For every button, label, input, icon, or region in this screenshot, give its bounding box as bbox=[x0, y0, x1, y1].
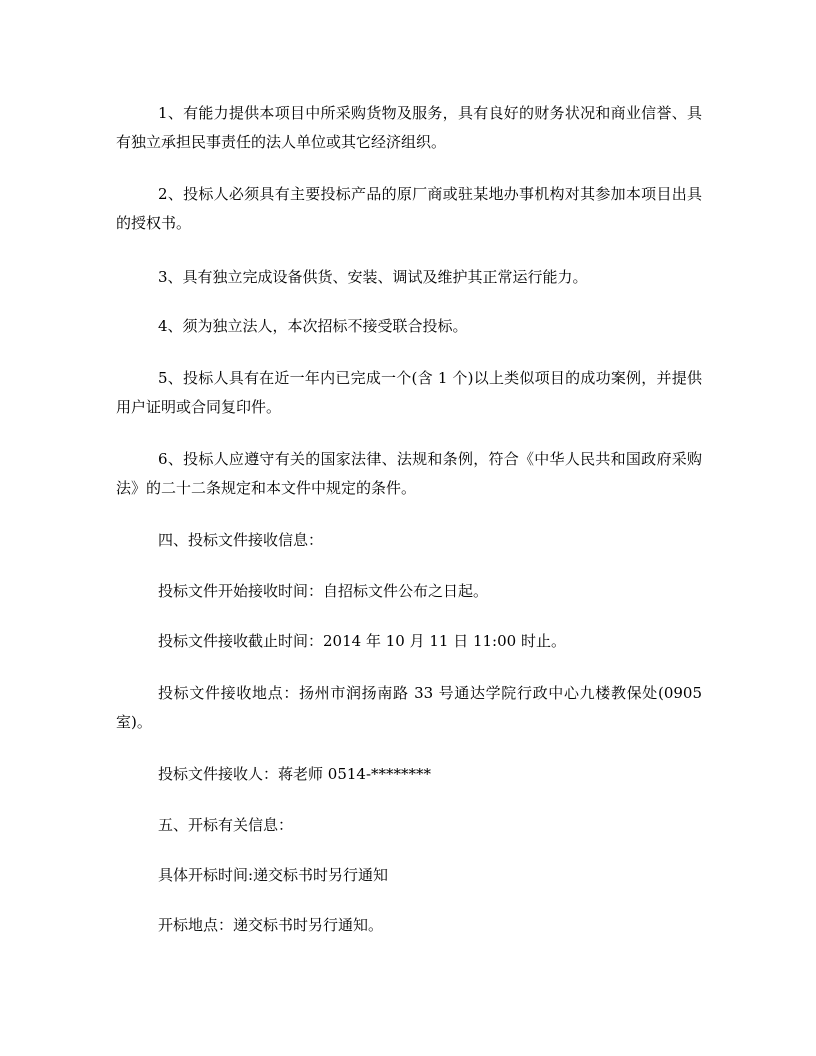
submission-location: 投标文件接收地点：扬州市润扬南路 33 号通达学院行政中心九楼教保处(0905 室)。 bbox=[116, 684, 702, 731]
requirement-3: 3、具有独立完成设备供货、安装、调试及维护其正常运行能力。 bbox=[158, 268, 588, 286]
submission-contact: 投标文件接收人：蒋老师 0514-******** bbox=[158, 765, 432, 783]
requirement-1: 1、有能力提供本项目中所采购货物及服务，具有良好的财务状况和商业信誉、具有独立承担民事责任的法人单位或其它经济组织。 bbox=[116, 104, 702, 151]
requirement-6: 6、投标人应遵守有关的国家法律、法规和条例，符合《中华人民共和国政府采购法》的二十二条规定和本文件中规定的条件。 bbox=[116, 450, 702, 497]
requirement-4: 4、须为独立法人，本次招标不接受联合投标。 bbox=[158, 317, 468, 335]
requirement-5: 5、投标人具有在近一年内已完成一个(含 1 个)以上类似项目的成功案例，并提供用户证明或合同复印件。 bbox=[116, 369, 702, 416]
submission-deadline: 投标文件接收截止时间：2014 年 10 月 11 日 11:00 时止。 bbox=[158, 632, 566, 650]
opening-time: 具体开标时间:递交标书时另行通知 bbox=[158, 866, 389, 884]
opening-location: 开标地点：递交标书时另行通知。 bbox=[158, 916, 384, 934]
section-heading-opening: 五、开标有关信息： bbox=[158, 816, 294, 834]
requirement-2: 2、投标人必须具有主要投标产品的原厂商或驻某地办事机构对其参加本项目出具的授权书。 bbox=[116, 185, 702, 232]
section-heading-submission: 四、投标文件接收信息： bbox=[158, 531, 324, 549]
submission-start-time: 投标文件开始接收时间：自招标文件公布之日起。 bbox=[158, 582, 489, 600]
